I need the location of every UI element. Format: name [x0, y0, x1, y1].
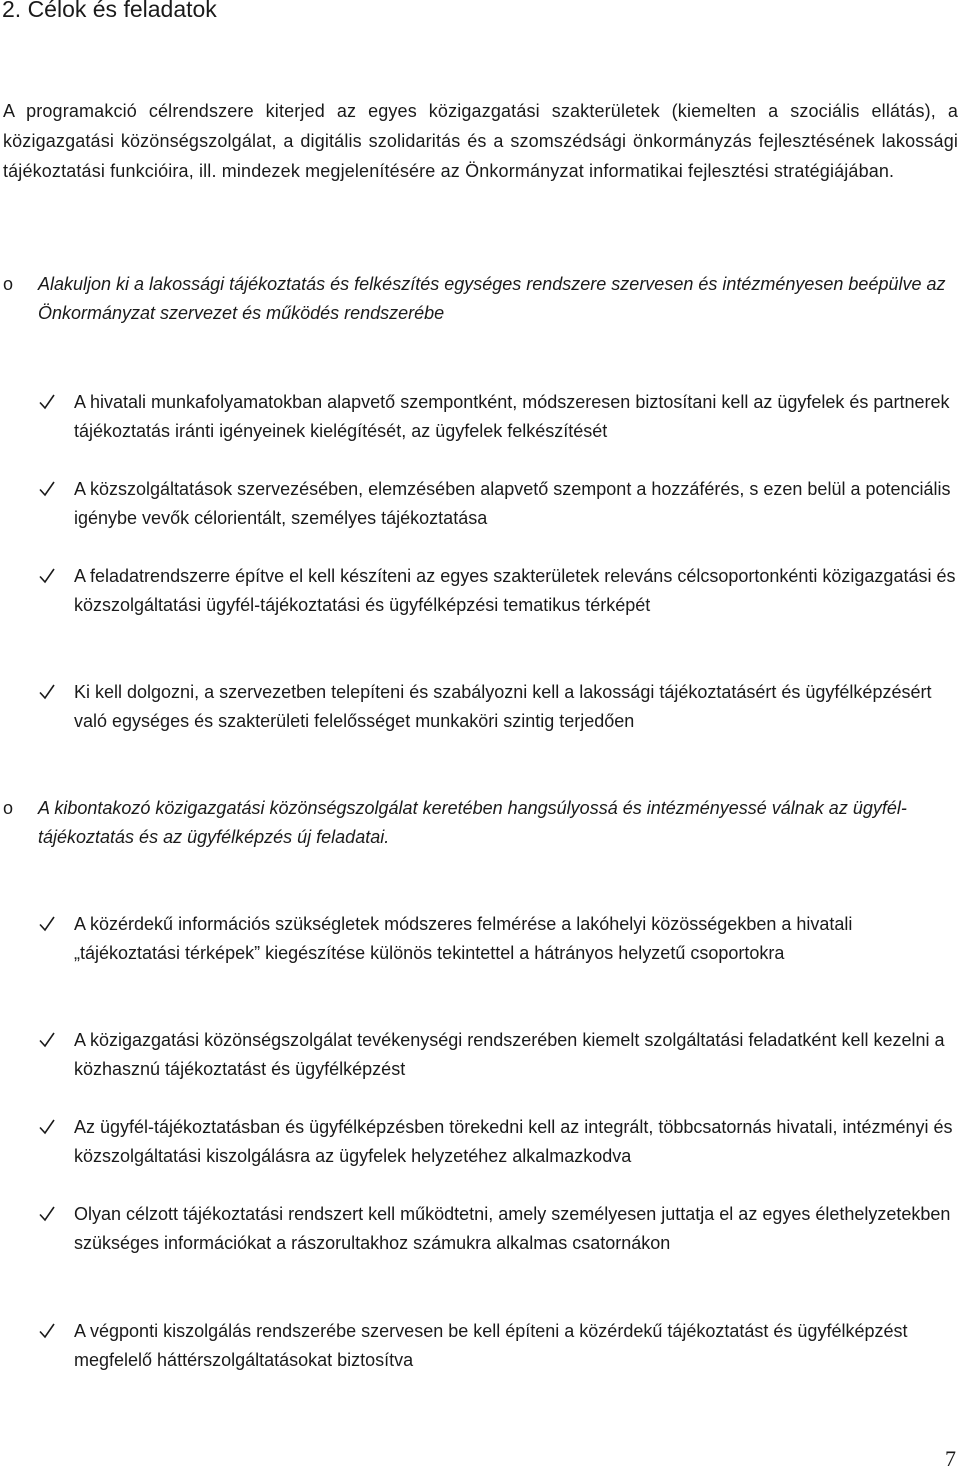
checkmark-icon [38, 683, 56, 701]
task-text: A közszolgáltatások szervezésében, elemzésében alapvető szempont a hozzáférés, s ezen belül a potenciális igénybe vevők célorientált, személyes tájékoztatása [74, 479, 951, 528]
checkmark-icon [38, 567, 56, 585]
bullet-marker: o [3, 798, 14, 818]
checkmark-icon [38, 1205, 56, 1223]
checkmark-icon [38, 1322, 56, 1340]
intro-paragraph: A programakció célrendszere kiterjed az egyes közigazgatási szakterületek (kiemelten a szociális ellátás), a közigazgatási közönségszolgálat, a digitális szolidaritás és a szomszédsági önkormányzás fejlesztésének lakossági tájékoztatási funkcióira, ill. mindezek megjelenítésére az Önkormányzat informatikai fejlesztési stratégiájában. [3, 101, 958, 181]
page-number: 7 [945, 1446, 956, 1471]
checkmark-icon [38, 480, 56, 498]
task-text: Az ügyfél-tájékoztatásban és ügyfélképzésben törekedni kell az integrált, többcsatornás hivatali, intézményi és közszolgáltatási kiszolgálásra az ügyfelek helyzetéhez alkalmazkodva [74, 1117, 953, 1166]
checkmark-icon [38, 1118, 56, 1136]
checkmark-icon [38, 915, 56, 933]
bullet-marker: o [3, 274, 14, 294]
task-text: Ki kell dolgozni, a szervezetben telepíteni és szabályozni kell a lakossági tájékoztatásért és ügyfélképzésért való egységes és szakterületi felelősséget munkaköri szintig terjedően [74, 682, 932, 731]
task-text: A feladatrendszerre építve el kell készíteni az egyes szakterületek releváns célcsoportonkénti közigazgatási és közszolgáltatási ügyfél-tájékoztatási és ügyfélképzési tematikus térképét [74, 566, 956, 615]
task-text: Olyan célzott tájékoztatási rendszert kell működtetni, amely személyesen juttatja el az egyes élethelyzetekben szükséges információkat a rászorultakhoz számukra alkalmas csatornákon [74, 1204, 951, 1253]
task-text: A végponti kiszolgálás rendszerébe szervesen be kell építeni a közérdekű tájékoztatást és ügyfélképzést megfelelő háttérszolgáltatásokat biztosítva [74, 1321, 908, 1370]
task-text: A közérdekű információs szükségletek módszeres felmérése a lakóhelyi közösségekben a hivatali „tájékoztatási térképek” kiegészítése különös tekintettel a hátrányos helyzetű csoportokra [74, 914, 853, 963]
checkmark-icon [38, 1031, 56, 1049]
section-heading: 2. Célok és feladatok [2, 0, 217, 22]
objective-title: A kibontakozó közigazgatási közönségszolgálat keretében hangsúlyossá és intézményessé válnak az ügyfél-tájékoztatás és az ügyfélképzés új feladatai. [38, 798, 907, 847]
task-text: A közigazgatási közönségszolgálat tevékenységi rendszerében kiemelt szolgáltatási feladatként kell kezelni a közhasznú tájékoztatást és ügyfélképzést [74, 1030, 945, 1079]
task-text: A hivatali munkafolyamatokban alapvető szempontként, módszeresen biztosítani kell az ügyfelek és partnerek tájékoztatás iránti igényeinek kielégítését, az ügyfelek felkészítését [74, 392, 950, 441]
objective-title: Alakuljon ki a lakossági tájékoztatás és felkészítés egységes rendszere szervesen és intézményesen beépülve az Önkormányzat szervezet és működés rendszerébe [38, 274, 946, 323]
checkmark-icon [38, 393, 56, 411]
